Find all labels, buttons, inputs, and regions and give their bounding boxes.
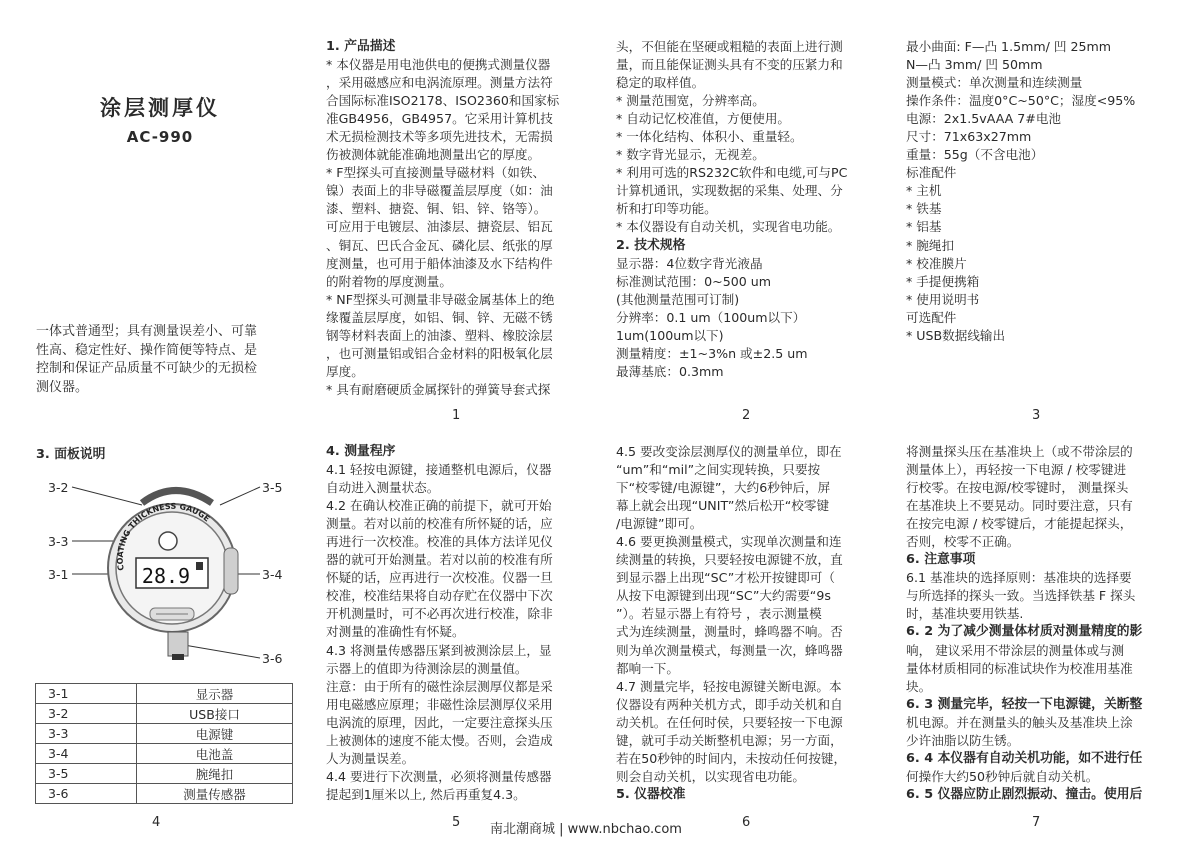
table-row — [36, 704, 293, 724]
text-line: 都响一下。 — [616, 660, 679, 676]
text-line: 电涡流的原理，因此，一定要注意探头压 — [326, 714, 553, 730]
text-line: 测量。若对以前的校准有所怀疑的话，应 — [326, 516, 553, 532]
text-line: 式为连续测量，测量时，蜂鸣器不响。否 — [616, 624, 843, 640]
page-number: 4 — [152, 815, 161, 830]
text-line: 度测量，也可用于船体油漆及水下结构件 — [326, 255, 553, 271]
text-line: “um”和“mil”之间实现转换，只要按 — [616, 462, 821, 478]
text-line: 校准，校准结果将自动存贮在仪器中下次 — [326, 588, 553, 604]
text-line: /电源键”即可。 — [616, 516, 703, 532]
text-line: ，采用磁感应和电涡流原理。测量方法符 — [326, 75, 553, 91]
text-line: * 本仪器是用电池供电的便携式测量仪器 — [326, 57, 551, 73]
part-code: 3-1 — [36, 684, 137, 704]
text-line: * 自动记忆校准值，方便使用。 — [616, 111, 791, 127]
text-line: 键，就可手动关断整机电源；另一方面， — [616, 732, 843, 748]
text-line: 标准配件 — [906, 165, 957, 181]
text-line: 合国际标准ISO2178、ISO2360和国家标 — [326, 93, 560, 109]
text-line: * 腕绳扣 — [906, 237, 955, 253]
text-line: 机电源。并在测量头的触头及基准块上涂 — [906, 714, 1133, 730]
text-line: 缘覆盖层厚度，如铝、铜、锌、无磁不锈 — [326, 309, 553, 325]
text-line: 尺寸：71x63x27mm — [906, 129, 1032, 145]
part-code: 3-5 — [36, 764, 137, 784]
text-line: 在按完电源 / 校零键后，才能提起探头， — [906, 516, 1133, 532]
text-line: * F型探头可直接测量导磁材料（如铁、 — [326, 165, 546, 181]
text-line: 可选配件 — [906, 309, 957, 325]
text-line: * 校准膜片 — [906, 255, 967, 271]
table-row — [36, 684, 293, 704]
callout-label: 3-2 — [48, 480, 69, 495]
text-line: 析和打印等功能。 — [616, 201, 717, 217]
text-line: 漆、塑料、搪瓷、铜、铝、锌、铬等）。 — [326, 201, 547, 217]
text-line: 标准测试范围：0~500 um — [616, 273, 772, 289]
power-button-icon — [159, 532, 177, 550]
text-line: 少许油脂以防生锈。 — [906, 732, 1020, 748]
panel-heading: 3. 面板说明 — [36, 447, 106, 462]
text-line: N—凸 3mm/ 凹 50mm — [906, 57, 1043, 73]
column-product-description — [326, 38, 600, 399]
text-line: 4.6 要更换测量模式，实现单次测量和连 — [616, 534, 842, 550]
text-line: 分辨率：0.1 um（100um以下） — [616, 309, 806, 325]
text-line: 头，不但能在坚硬或粗糙的表面上进行测 — [616, 39, 843, 54]
part-code: 3-3 — [36, 724, 137, 744]
gauge-brand-text: COATING THICKNESS GAUGE — [115, 501, 212, 572]
table-row — [36, 784, 293, 804]
text-line: 4.5 要改变涂层测厚仪的测量单位，即在 — [616, 444, 842, 459]
callout-label: 3-4 — [262, 567, 283, 582]
column-precautions — [906, 443, 1180, 804]
text-line: 提起到1厘米以上, 然后再重复4.3。 — [326, 786, 526, 802]
text-line: 4.7 测量完毕，轻按电源键关断电源。本 — [616, 678, 842, 694]
text-line: 稳定的取样值。 — [616, 75, 705, 91]
text-line: 器的就可开始测量。若对以前的校准有所 — [326, 552, 553, 568]
text-line: 计算机通讯，实现数据的采集、处理、分 — [616, 183, 843, 199]
text-line: * USB数据线输出 — [906, 327, 1006, 343]
text-line: 6. 2 为了减少测量体材质对测量精度的影 — [906, 624, 1143, 640]
callout-label: 3-5 — [262, 480, 283, 495]
parts-table — [35, 683, 293, 804]
part-name: 显示器 — [137, 684, 293, 704]
text-line: 6. 4 本仪器有自动关机功能，如不进行任 — [906, 750, 1143, 766]
text-line: 则会自动关机，以实现省电功能。 — [616, 768, 805, 784]
text-line: 6. 5 仪器应防止剧烈振动、撞击。使用后 — [906, 786, 1143, 802]
text-line: ，也可测量铝或铝合金材料的阳极氧化层 — [326, 345, 553, 361]
intro-line: 性高、稳定性好、操作简便等特点、是 — [36, 342, 258, 358]
text-line: 4. 测量程序 — [326, 444, 396, 459]
text-line: 电源：2x1.5vAAA 7#电池 — [906, 111, 1062, 127]
text-line: 响， 建议采用不带涂层的测量体或与测 — [906, 642, 1125, 658]
text-line: 5. 仪器校准 — [616, 786, 686, 802]
text-line: 1. 产品描述 — [326, 39, 396, 54]
text-line: 时，基准块要用铁基. — [906, 606, 1024, 622]
text-line: 对测量的准确性有怀疑。 — [326, 624, 465, 640]
text-line: 将测量探头压在基准块上（或不带涂层的 — [906, 444, 1133, 459]
column-measurement-procedure — [326, 443, 600, 804]
product-title: 涂层测厚仪 — [100, 96, 220, 120]
intro-line: 一体式普通型；具有测量误差小、可靠 — [36, 324, 258, 339]
text-line: 显示器：4位数字背光液晶 — [616, 255, 763, 271]
text-line: 再进行一次校准。校准的具体方法详见仪 — [326, 534, 553, 550]
text-line: * 数字背光显示，无视差。 — [616, 147, 765, 163]
callout-label: 3-1 — [48, 567, 69, 582]
text-line: * 铝基 — [906, 219, 942, 235]
text-line: 怀疑的话，应再进行一次校准。仪器一旦 — [326, 570, 553, 586]
text-line: 1um(100um以下) — [616, 327, 724, 343]
text-line: 行校零。在按电源/校零键时， 测量探头 — [906, 480, 1129, 496]
text-line: 6. 注意事项 — [906, 552, 976, 568]
text-line: 何操作大约50秒钟后就自动关机。 — [906, 768, 1099, 784]
text-line: * 利用可选的RS232C软件和电缆,可与PC — [616, 165, 848, 181]
text-line: 术无损检测技术等多项先进技术，无需损 — [326, 129, 553, 145]
text-line: 镍）表面上的非导磁覆盖层厚度（如：油 — [326, 183, 553, 199]
text-line: 自动进入测量状态。 — [326, 480, 440, 496]
text-line: 4.3 将测量传感器压紧到被测涂层上，显 — [326, 642, 552, 658]
text-line: 用电磁感应原理；非磁性涂层测厚仪采用 — [326, 696, 553, 712]
text-line: (其他测量范围可订制) — [616, 291, 740, 307]
table-row — [36, 764, 293, 784]
part-code: 3-4 — [36, 744, 137, 764]
text-line: 4.1 轻按电源键，接通整机电源后，仪器 — [326, 462, 552, 478]
footer-link[interactable]: 南北潮商城 | www.nbchao.com — [490, 822, 682, 837]
text-line: 伤被测体就能准确地测量出它的厚度。 — [326, 147, 541, 163]
text-line: 测量精度：±1~3%n 或±2.5 um — [616, 345, 808, 361]
text-line: 最薄基底：0.3mm — [616, 363, 724, 379]
column-accessories — [906, 38, 1180, 345]
text-line: * 主机 — [906, 183, 942, 199]
part-name: 测量传感器 — [137, 784, 293, 804]
text-line: 测量体上），再轻按一下电源 / 校零键进 — [906, 462, 1127, 478]
part-name: 电池盖 — [137, 744, 293, 764]
column-units-and-modes — [616, 443, 890, 804]
part-name: 电源键 — [137, 724, 293, 744]
text-line: 最小曲面: F—凸 1.5mm/ 凹 25mm — [906, 39, 1112, 54]
text-line: 准GB4956，GB4957。它采用计算机技 — [326, 111, 553, 127]
text-line: 从按下电源键到出现“SC”大约需要“9s — [616, 588, 831, 604]
text-line: * 本仪器设有自动关机，实现省电功能。 — [616, 219, 841, 235]
part-code: 3-6 — [36, 784, 137, 804]
text-line: * NF型探头可测量非导磁金属基体上的绝 — [326, 291, 555, 307]
text-line: 注意：由于所有的磁性涂层测厚仪都是采 — [326, 678, 553, 694]
text-line: * 具有耐磨硬质金属探针的弹簧导套式探 — [326, 381, 551, 397]
text-line: 、铜瓦、巴氏合金瓦、磷化层、纸张的厚 — [326, 237, 553, 253]
page-number: 2 — [742, 408, 751, 423]
page-number: 6 — [742, 815, 751, 830]
text-line: 否则，校零不正确。 — [906, 534, 1020, 550]
text-line: 人为测量误差。 — [326, 750, 415, 766]
page-number: 5 — [452, 815, 461, 830]
part-name: 腕绳扣 — [137, 764, 293, 784]
text-line: ”）。若显示器上有符号 ，表示测量模 — [616, 606, 822, 622]
intro-line: 测仪器。 — [36, 379, 89, 395]
product-model: AC-990 — [126, 128, 194, 146]
measuring-sensor — [168, 632, 188, 656]
text-line: 4.4 要进行下次测量，必须将测量传感器 — [326, 768, 552, 784]
text-line: 开机测量时，可不必再次进行校准，除非 — [326, 606, 553, 622]
part-code: 3-2 — [36, 704, 137, 724]
text-line: 示器上的值即为待测涂层的测量值。 — [326, 660, 528, 676]
page-number: 1 — [452, 408, 461, 423]
text-line: 块。 — [906, 678, 932, 694]
page-number: 3 — [1032, 408, 1041, 423]
text-line: 4.2 在确认校准正确的前提下，就可开始 — [326, 498, 552, 514]
text-line: 到显示器上出现“SC”才松开按键即可（ — [616, 570, 835, 586]
battery-cover — [224, 548, 238, 594]
intro-line: 控制和保证产品质量不可缺少的无损检 — [36, 361, 258, 376]
table-row — [36, 744, 293, 764]
text-line: 6.1 基准块的选择原则：基准块的选择要 — [906, 570, 1132, 586]
text-line: 仪器设有两种关机方式，即手动关机和自 — [616, 696, 843, 712]
part-name: USB接口 — [137, 704, 293, 724]
table-row — [36, 724, 293, 744]
text-line: 若在50秒钟的时间内，未按动任何按键， — [616, 750, 847, 766]
callout-label: 3-3 — [48, 534, 69, 549]
text-line: 测量模式：单次测量和连续测量 — [906, 75, 1083, 91]
text-line: 厚度。 — [326, 363, 364, 379]
lcd-reading: 28.9 — [141, 564, 191, 588]
callout-label: 3-6 — [262, 651, 283, 666]
text-line: 6. 3 测量完毕，轻按一下电源键，关断整 — [906, 696, 1143, 712]
text-line: 与所选择的探头一致。当选择铁基 F 探头 — [906, 588, 1136, 604]
text-line: 下“校零键/电源键”，大约6秒钟后，屏 — [616, 480, 831, 496]
page-number: 7 — [1032, 815, 1041, 830]
text-line: 则为单次测量模式，每测量一次，蜂鸣器 — [616, 642, 843, 658]
text-line: * 一体化结构、体积小、重量轻。 — [616, 129, 803, 145]
text-line: 操作条件：温度0°C~50°C；湿度<95% — [906, 93, 1136, 109]
text-line: 量，而且能保证测头具有不变的压紧力和 — [616, 57, 843, 73]
text-line: 在基准块上不要晃动。同时要注意，只有 — [906, 498, 1133, 514]
text-line: * 手提便携箱 — [906, 273, 980, 289]
text-line: 2. 技术规格 — [616, 237, 686, 253]
text-line: 重量：55g（不含电池） — [906, 147, 1044, 163]
text-line: 动关机。在任何时侯，只要轻按一下电源 — [616, 714, 843, 730]
text-line: 上被测体的速度不能太慢。否则，会造成 — [326, 732, 553, 748]
text-line: * 铁基 — [906, 201, 942, 217]
text-line: 钢等材料表面上的油漆、塑料、橡胶涂层 — [326, 327, 553, 343]
text-line: 的附着物的厚度测量。 — [326, 273, 452, 289]
text-line: * 测量范围宽，分辨率高。 — [616, 93, 765, 109]
wrist-strap-lug — [142, 491, 212, 504]
text-line: 续测量的转换，只要轻按电源键不放，直 — [616, 552, 843, 568]
text-line: 量体材质相同的标准试块作为校准用基准 — [906, 660, 1133, 676]
text-line: 可应用于电镀层、油漆层、搪瓷层、铝瓦 — [326, 219, 553, 235]
text-line: * 使用说明书 — [906, 291, 980, 307]
text-line: 幕上就会出现“UNIT”然后松开“校零键 — [616, 498, 830, 514]
column-tech-specs — [616, 38, 890, 381]
